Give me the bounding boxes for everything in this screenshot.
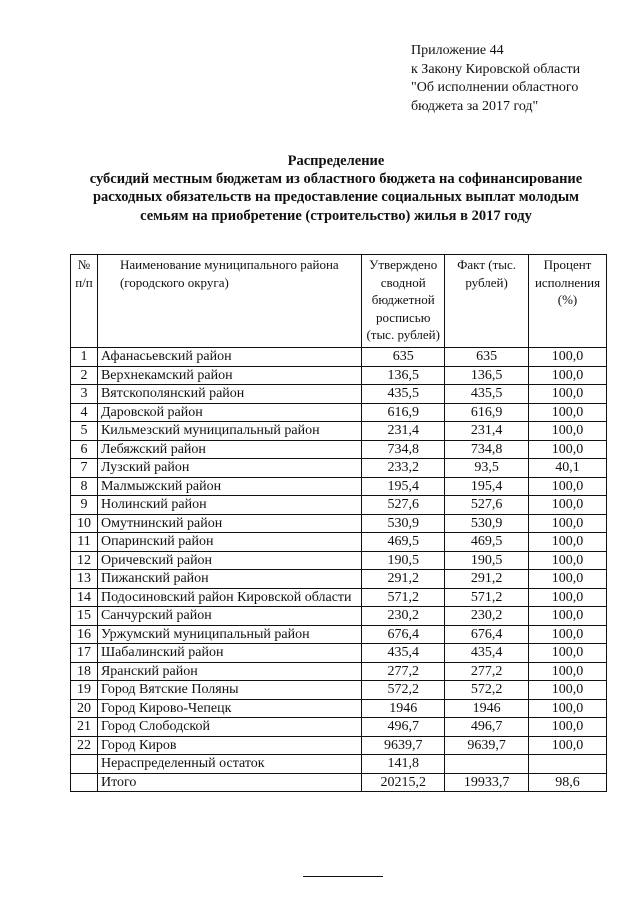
cell-fact: 616,9 xyxy=(445,403,529,422)
annex-line-2: к Закону Кировской области xyxy=(411,61,581,77)
cell-name: Опаринский район xyxy=(97,533,361,552)
cell-approved: 527,6 xyxy=(362,496,445,515)
cell-percent: 100,0 xyxy=(529,403,607,422)
cell-name: Лебяжский район xyxy=(97,440,361,459)
cell-no: 6 xyxy=(71,440,98,459)
title-line-1: Распределение xyxy=(287,153,385,169)
cell-percent: 100,0 xyxy=(529,366,607,385)
annex-line-4: бюджета за 2017 год" xyxy=(411,98,539,114)
cell-approved: 496,7 xyxy=(362,718,445,737)
header-fact: Факт (тыс. рублей) xyxy=(445,255,529,348)
cell-no: 14 xyxy=(71,588,98,607)
cell-no: 12 xyxy=(71,551,98,570)
cell-fact: 230,2 xyxy=(445,607,529,626)
cell-approved: 141,8 xyxy=(362,755,445,774)
cell-fact: 291,2 xyxy=(445,570,529,589)
title-line-4: семьям на приобретение (строительство) жилья в 2017 году xyxy=(140,207,532,224)
cell-name: Даровской район xyxy=(97,403,361,422)
cell-fact: 635 xyxy=(445,348,529,367)
cell-approved: 233,2 xyxy=(362,459,445,478)
cell-fact: 195,4 xyxy=(445,477,529,496)
cell-percent: 98,6 xyxy=(529,773,607,792)
cell-approved: 9639,7 xyxy=(362,736,445,755)
table-row xyxy=(71,773,607,792)
cell-no xyxy=(71,755,98,774)
cell-approved: 20215,2 xyxy=(362,773,445,792)
table-row xyxy=(71,588,607,607)
cell-name: Нолинский район xyxy=(97,496,361,515)
table-row xyxy=(71,366,607,385)
cell-no: 18 xyxy=(71,662,98,681)
annex-line-1: Приложение 44 xyxy=(411,43,504,58)
cell-fact: 496,7 xyxy=(445,718,529,737)
cell-percent: 100,0 xyxy=(529,477,607,496)
cell-percent: 100,0 xyxy=(529,570,607,589)
cell-name: Яранский район xyxy=(97,662,361,681)
cell-percent: 100,0 xyxy=(529,385,607,404)
cell-no: 19 xyxy=(71,681,98,700)
table-header-row xyxy=(71,255,607,348)
cell-fact: 572,2 xyxy=(445,681,529,700)
cell-no: 13 xyxy=(71,570,98,589)
cell-name: Кильмезский муниципальный район xyxy=(97,422,361,441)
cell-no: 7 xyxy=(71,459,98,478)
cell-percent: 100,0 xyxy=(529,644,607,663)
cell-no: 10 xyxy=(71,514,98,533)
annex-line-3: "Об исполнении областного xyxy=(411,80,579,95)
cell-name: Город Киров xyxy=(97,736,361,755)
cell-fact: 469,5 xyxy=(445,533,529,552)
cell-fact: 277,2 xyxy=(445,662,529,681)
table-row xyxy=(71,477,607,496)
cell-no: 2 xyxy=(71,366,98,385)
table-row xyxy=(71,607,607,626)
cell-name: Итого xyxy=(97,773,361,792)
table-row xyxy=(71,403,607,422)
cell-approved: 635 xyxy=(362,348,445,367)
cell-no: 8 xyxy=(71,477,98,496)
cell-name: Пижанский район xyxy=(97,570,361,589)
cell-approved: 435,4 xyxy=(362,644,445,663)
table-row xyxy=(71,625,607,644)
cell-percent: 100,0 xyxy=(529,533,607,552)
cell-name: Верхнекамский район xyxy=(97,366,361,385)
cell-fact: 1946 xyxy=(445,699,529,718)
table-row xyxy=(71,514,607,533)
cell-no xyxy=(71,773,98,792)
cell-percent: 40,1 xyxy=(529,459,607,478)
cell-percent: 100,0 xyxy=(529,422,607,441)
table-row xyxy=(71,755,607,774)
cell-no: 3 xyxy=(71,385,98,404)
title-line-3: расходных обязательств на предоставление социальных выплат молодым xyxy=(92,189,580,206)
cell-percent: 100,0 xyxy=(529,662,607,681)
table-row xyxy=(71,496,607,515)
document-title xyxy=(70,152,602,225)
table-row xyxy=(71,385,607,404)
cell-fact: 19933,7 xyxy=(445,773,529,792)
cell-approved: 277,2 xyxy=(362,662,445,681)
cell-fact: 231,4 xyxy=(445,422,529,441)
table-row xyxy=(71,644,607,663)
cell-no: 15 xyxy=(71,607,98,626)
cell-percent: 100,0 xyxy=(529,736,607,755)
table-row xyxy=(71,736,607,755)
cell-name: Малмыжский район xyxy=(97,477,361,496)
table-row xyxy=(71,551,607,570)
cell-fact: 435,4 xyxy=(445,644,529,663)
cell-name: Нераспределенный остаток xyxy=(97,755,361,774)
cell-percent: 100,0 xyxy=(529,699,607,718)
cell-approved: 734,8 xyxy=(362,440,445,459)
cell-percent: 100,0 xyxy=(529,607,607,626)
cell-approved: 231,4 xyxy=(362,422,445,441)
cell-no: 20 xyxy=(71,699,98,718)
cell-name: Афанасьевский район xyxy=(97,348,361,367)
cell-name: Уржумский муниципальный район xyxy=(97,625,361,644)
cell-approved: 616,9 xyxy=(362,403,445,422)
cell-no: 16 xyxy=(71,625,98,644)
cell-name: Санчурский район xyxy=(97,607,361,626)
header-name: Наименование муниципального района (городского округа) xyxy=(97,255,361,348)
cell-percent: 100,0 xyxy=(529,681,607,700)
cell-name: Омутнинский район xyxy=(97,514,361,533)
table-row xyxy=(71,422,607,441)
cell-name: Вятскополянский район xyxy=(97,385,361,404)
cell-name: Подосиновский район Кировской области xyxy=(97,588,361,607)
cell-no: 5 xyxy=(71,422,98,441)
subsidy-table xyxy=(70,254,607,792)
cell-approved: 676,4 xyxy=(362,625,445,644)
cell-fact: 136,5 xyxy=(445,366,529,385)
table-body xyxy=(71,348,607,792)
cell-approved: 571,2 xyxy=(362,588,445,607)
table-row xyxy=(71,662,607,681)
cell-name: Шабалинский район xyxy=(97,644,361,663)
table-row xyxy=(71,699,607,718)
cell-no: 4 xyxy=(71,403,98,422)
cell-no: 11 xyxy=(71,533,98,552)
cell-name: Город Кирово-Чепецк xyxy=(97,699,361,718)
cell-percent: 100,0 xyxy=(529,718,607,737)
cell-no: 21 xyxy=(71,718,98,737)
header-approved: Утверждено сводной бюджетной росписью (тыс. рублей) xyxy=(362,255,445,348)
cell-approved: 469,5 xyxy=(362,533,445,552)
cell-fact: 530,9 xyxy=(445,514,529,533)
cell-fact: 676,4 xyxy=(445,625,529,644)
cell-name: Город Вятские Поляны xyxy=(97,681,361,700)
header-percent: Процент исполнения (%) xyxy=(529,255,607,348)
cell-percent: 100,0 xyxy=(529,440,607,459)
cell-percent xyxy=(529,755,607,774)
table-row xyxy=(71,459,607,478)
cell-fact: 571,2 xyxy=(445,588,529,607)
cell-approved: 435,5 xyxy=(362,385,445,404)
footer-divider xyxy=(303,876,383,877)
cell-percent: 100,0 xyxy=(529,625,607,644)
cell-approved: 195,4 xyxy=(362,477,445,496)
cell-no: 22 xyxy=(71,736,98,755)
cell-approved: 291,2 xyxy=(362,570,445,589)
cell-approved: 190,5 xyxy=(362,551,445,570)
table-row xyxy=(71,570,607,589)
cell-no: 9 xyxy=(71,496,98,515)
cell-percent: 100,0 xyxy=(529,496,607,515)
table-row xyxy=(71,681,607,700)
cell-name: Оричевский район xyxy=(97,551,361,570)
table-row xyxy=(71,533,607,552)
cell-no: 1 xyxy=(71,348,98,367)
table-row xyxy=(71,348,607,367)
cell-approved: 230,2 xyxy=(362,607,445,626)
cell-percent: 100,0 xyxy=(529,588,607,607)
cell-percent: 100,0 xyxy=(529,514,607,533)
header-no: № п/п xyxy=(71,255,98,348)
cell-percent: 100,0 xyxy=(529,348,607,367)
cell-approved: 136,5 xyxy=(362,366,445,385)
cell-approved: 572,2 xyxy=(362,681,445,700)
cell-approved: 530,9 xyxy=(362,514,445,533)
cell-name: Лузский район xyxy=(97,459,361,478)
annex-header xyxy=(411,42,580,116)
cell-fact: 93,5 xyxy=(445,459,529,478)
cell-fact: 734,8 xyxy=(445,440,529,459)
cell-fact: 435,5 xyxy=(445,385,529,404)
cell-name: Город Слободской xyxy=(97,718,361,737)
table-row xyxy=(71,718,607,737)
cell-fact: 190,5 xyxy=(445,551,529,570)
cell-fact: 527,6 xyxy=(445,496,529,515)
cell-approved: 1946 xyxy=(362,699,445,718)
cell-fact: 9639,7 xyxy=(445,736,529,755)
cell-percent: 100,0 xyxy=(529,551,607,570)
title-line-2: субсидий местным бюджетам из областного бюджета на софинансирование xyxy=(89,171,583,188)
cell-fact xyxy=(445,755,529,774)
table-row xyxy=(71,440,607,459)
cell-no: 17 xyxy=(71,644,98,663)
